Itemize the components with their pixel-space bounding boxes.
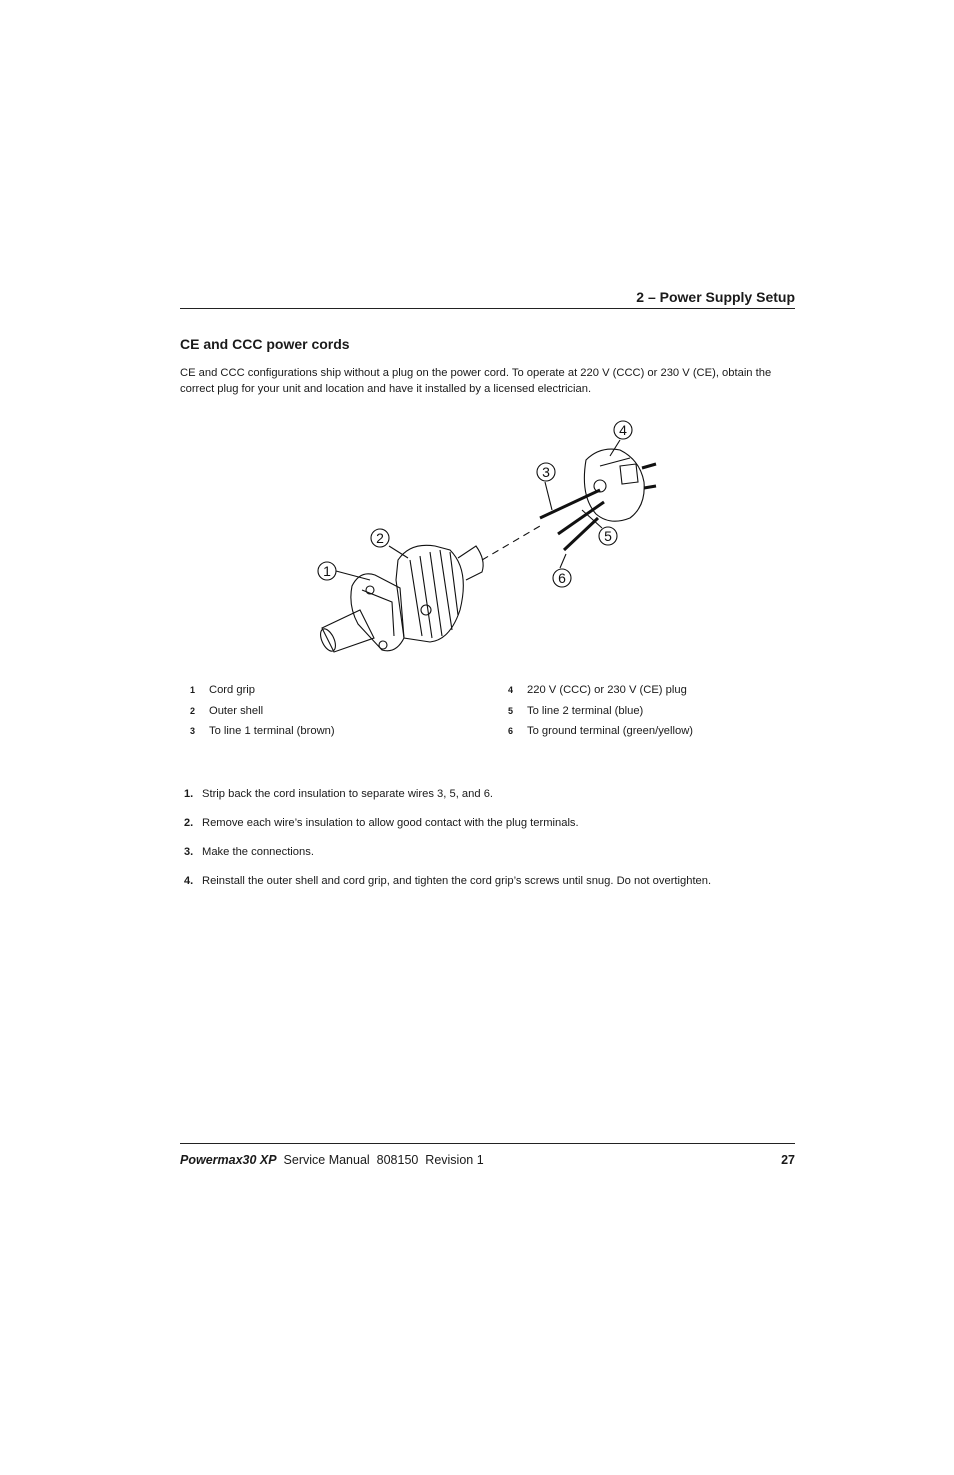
step-text: Reinstall the outer shell and cord grip, and tighten the cord grip’s screws until snug. Do not overtighten. <box>202 875 712 887</box>
legend-number: 6 <box>508 726 514 736</box>
plug-shape <box>584 449 644 521</box>
section-title: CE and CCC power cords <box>180 336 350 352</box>
page-footer <box>180 1143 795 1167</box>
figure-legend-right <box>508 684 693 746</box>
wire-brown <box>540 490 600 518</box>
legend-label: To line 2 terminal (blue) <box>527 704 644 717</box>
alignment-line <box>482 526 540 560</box>
svg-text:6: 6 <box>558 570 566 586</box>
svg-text:3: 3 <box>542 464 550 480</box>
legend-label: Outer shell <box>209 704 264 717</box>
cable-end <box>322 610 374 652</box>
callout-5 <box>599 527 617 545</box>
step-number: 1. <box>184 788 194 800</box>
procedure-step <box>184 846 795 875</box>
intro-paragraph: CE and CCC configurations ship without a plug on the power cord. To operate at 220 V (CCC) or 230 V (CE), obtain the correct plug for your unit and location and have it installed by a licensed electrician. <box>180 367 772 395</box>
procedure-step <box>184 817 795 846</box>
product-name: Powermax30 XP <box>180 1153 277 1167</box>
svg-text:2: 2 <box>376 530 384 546</box>
legend-label: To line 1 terminal (brown) <box>209 725 335 737</box>
power-cord-figure <box>300 410 680 670</box>
step-number: 2. <box>184 817 194 829</box>
callout-2 <box>371 529 389 547</box>
procedure-step <box>184 875 795 904</box>
document-reference: Service Manual 808150 Revision 1 <box>276 1153 484 1167</box>
page-header <box>180 288 795 309</box>
legend-number: 4 <box>508 685 514 695</box>
legend-number: 2 <box>190 705 196 716</box>
legend-item <box>508 725 693 746</box>
step-text: Make the connections. <box>202 846 314 858</box>
legend-label: To ground terminal (green/yellow) <box>527 725 694 737</box>
step-text: Strip back the cord insulation to separate wires 3, 5, and 6. <box>202 788 494 800</box>
callout-3 <box>537 463 555 481</box>
legend-item <box>508 684 693 705</box>
legend-number: 1 <box>190 685 196 695</box>
step-number: 3. <box>184 846 194 858</box>
legend-label: 220 V (CCC) or 230 V (CE) plug <box>527 684 687 696</box>
procedure-steps <box>184 788 795 904</box>
procedure-step <box>184 788 795 817</box>
svg-text:4: 4 <box>619 422 627 438</box>
step-number: 4. <box>184 875 194 887</box>
legend-number: 5 <box>508 705 514 716</box>
legend-item <box>190 725 335 746</box>
page-number: 27 <box>781 1153 795 1167</box>
outer-shell-shape <box>396 545 463 642</box>
callout-1 <box>318 562 336 580</box>
svg-text:5: 5 <box>604 528 612 544</box>
step-text: Remove each wire’s insulation to allow good contact with the plug terminals. <box>202 817 579 829</box>
legend-number: 3 <box>190 726 196 736</box>
callout-4 <box>614 421 632 439</box>
svg-text:1: 1 <box>323 563 331 579</box>
footer-document-info <box>180 1153 484 1167</box>
cord-grip-shape <box>351 574 404 651</box>
legend-item <box>508 705 693 726</box>
callout-6 <box>553 569 571 587</box>
figure-legend-left <box>190 684 335 746</box>
power-cord-illustration <box>300 410 680 670</box>
legend-item <box>190 684 335 705</box>
wire-ground <box>564 518 598 550</box>
chapter-title: 2 – Power Supply Setup <box>636 289 795 305</box>
legend-item <box>190 705 335 726</box>
legend-label: Cord grip <box>209 684 256 696</box>
